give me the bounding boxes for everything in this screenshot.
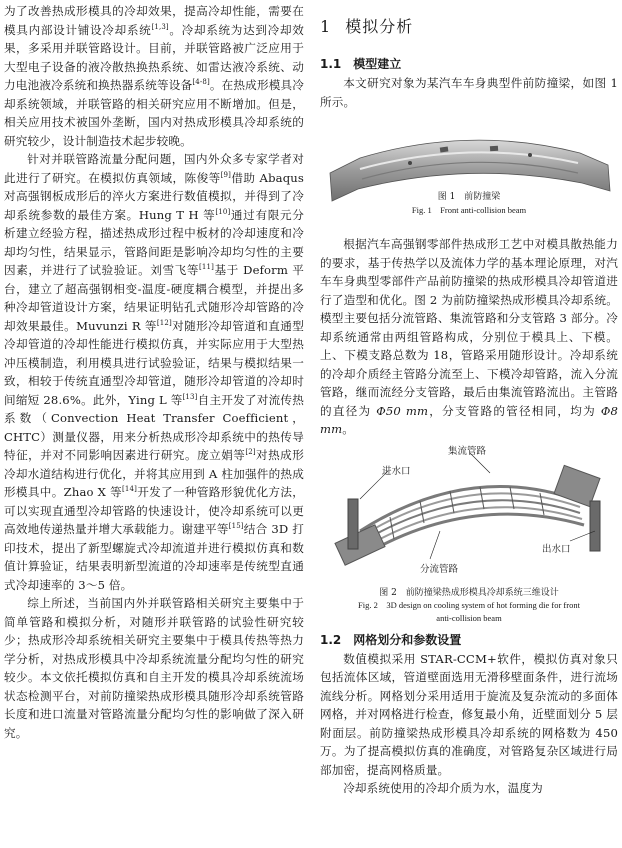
section-heading <box>320 14 618 37</box>
text-run: ，分支管路的管径相同，均为 <box>428 403 601 418</box>
subsection-heading-1-1 <box>320 55 618 72</box>
figure-1 <box>320 113 618 231</box>
citation: [10] <box>215 207 231 216</box>
citation: [11] <box>199 263 215 272</box>
text-run: 对随形冷却管道和直通型冷却管道的冷却性能进行模拟仿真，并实际应用于大型热冲压模制造，利用模具进行试验验证，结果与模拟结果一致，相较于传统直通型冷却管道，随形冷却管道的冷却时间缩短 28.6%。此外，Ying L 等 <box>4 318 304 407</box>
text-run: 自主开发了对流传热系数（Convection Heat Transfer Coefficient，CHTC）测量仪器，用来分析热成形冷却系统中的热传导特征，并对不同影响因素进行研究。庞立娟等 <box>4 392 304 462</box>
section-title: 模拟分析 <box>345 17 414 36</box>
citation: [2] <box>245 448 256 457</box>
citation: [12] <box>156 318 172 327</box>
text-run: 结合 3D 打印技术，提出了新型螺旋式冷却流道并进行模拟仿真和数值计算验证，结果表明新型流道的冷却速率是传统型直通式冷却速率的 3～5 倍。 <box>4 522 304 592</box>
cooling-system-illustration <box>320 441 618 581</box>
subsection-number: 1.1 <box>320 57 342 71</box>
label-collecting-pipe: 集流管路 <box>448 445 487 457</box>
citation: [14] <box>122 485 138 494</box>
left-column <box>4 2 304 742</box>
text-run: 。在热成形模具冷却系统领域，并联管路的相关研究应用不断增加。但是，相关应用技术被国外垄断，国内对热成形模具冷却系统的研究较少，设计制造技术起步较晚。 <box>4 78 304 148</box>
figure-1-caption-en: Fig. 1 Front anti-collision beam <box>411 205 527 215</box>
figure-2-caption-cn: 图 2 前防撞梁热成形模具冷却系统三维设计 <box>379 587 559 598</box>
text-run: 冷却系统使用的冷却介质为水，温度为 <box>343 781 543 795</box>
text-run: 基于 Deform 平台，建立了超高强钢相变-温度-硬度耦合模型，并提出多种冷却管道设计方案，结果证明钻孔式随形冷却管路的冷却效果最佳。Muvunzi R 等 <box>4 263 305 333</box>
text-run: 综上所述，当前国内外并联管路相关研究主要集中于简单管路和模拟分析，对随形并联管路的试验性研究较少；热成形冷却系统相关研究主要集中于模具传热等热力学分析，对热成形模具中冷却系统流量分配均匀性的研究较少。本文依托模拟仿真和自主开发的模具冷却系统流场状态检测平台，对前防撞梁热成形模具随形冷却系统管路长度和进口流量对管路流量分配均匀性的影响做了深入研究。 <box>4 596 304 740</box>
figure-2 <box>320 441 618 623</box>
text-run: 开发了一种管路形貌优化方法，可以实现直通型冷却管路的快速设计，使冷却系统可以更高效地传递热量并增大承载能力。谢建平等 <box>4 485 304 536</box>
citation: [9] <box>220 170 232 179</box>
label-distributing-pipe: 分流管路 <box>420 563 459 575</box>
citation: [4-8] <box>192 78 210 87</box>
text-run: 数值模拟采用 STAR-CCM+软件，模拟仿真对象只包括流体区域，管道壁面选用无滑移壁面条件，进行流场流线分析。网格划分采用适用于旋流及复杂流动的多面体网格，并对网格进行检查，修复最小角，近壁面划分 5 层附面层。前防撞梁热成形模具冷却系统的网格数为 450 万。为了提高模拟仿真的准确度，对管路复杂区域进行局部加密，提高网格质量。 <box>320 651 618 777</box>
main-pipe-diameter: Φ50 mm <box>376 403 429 418</box>
text-run: 根据汽车高强钢零部件热成形工艺中对模具散热能力的要求，基于传热学以及流体力学的基本理论原理，对汽车车身典型零部件产品前防撞梁的热成形模具冷却管道进行了造型和优化。图 2 为前防撞梁热成形模具冷却系统。模型主要包括分流管路、集流管路和分支管路 3 部分。冷却系统通常由两组管路构成，分别位于模具上、下模。上、下模支路总数为 18，管路采用随形设计。冷却系统的冷却介质经主管路分流至上、下模冷却管路，流入分流管路，继而流经分支管路，最后由集流管路流出。主管路的直径为 <box>320 237 618 418</box>
figure-1-caption-cn: 图 1 前防撞梁 <box>437 192 501 202</box>
branch-pipe-diameter: Φ8 mm <box>320 403 618 436</box>
subsection-number: 1.2 <box>320 632 342 647</box>
label-outlet: 出水口 <box>542 543 571 555</box>
subsection-title: 模型建立 <box>353 57 402 71</box>
citation: [1,3] <box>151 22 169 31</box>
paragraph-6 <box>320 650 618 780</box>
subsection-title: 网格划分和参数设置 <box>353 632 462 647</box>
text-run: 对热成形冷却水道结构进行优化，并将其应用到 A 柱加强件的热成形模具中。Zhao X 等 <box>4 448 304 499</box>
text-run: 本文研究对象为某汽车车身典型件前防撞梁，如图 1 所示。 <box>320 76 618 109</box>
text-run: 。冷却系统为达到冷却效果，多采用并联管路设计。目前，并联管路被广泛应用于大型电子设备的液冷散热换热系统、如雷达液冷系统、动力电池液冷系统和换热器系统等设备 <box>4 22 304 92</box>
section-number: 1 <box>320 17 332 36</box>
paragraph-2 <box>4 150 304 594</box>
figure-2-caption-en-line1: Fig. 2 3D design on cooling system of hot forming die for front <box>358 599 580 610</box>
figure-2-caption-en-line2: anti-collision beam <box>436 612 502 623</box>
paragraph-4 <box>320 74 618 111</box>
paragraph-1 <box>4 2 304 150</box>
paragraph-7 <box>320 779 618 798</box>
citation: [15] <box>228 522 244 531</box>
paragraph-5 <box>320 235 618 439</box>
text-run: 针对并联管路流量分配问题，国内外众多专家学者对此进行了研究。在模拟仿真领域，陈俊等 <box>4 152 304 185</box>
text-run: 。 <box>342 422 355 436</box>
right-column <box>320 2 618 798</box>
text-run: 通过有限元分析建立经验方程，描述热成形过程中板材的冷却速度和冷却均匀性，结果显示，管路间距是影响冷却均匀性的主要因素，并进行了试验验证。刘雪飞等 <box>4 207 304 277</box>
text-run: 需要在模具内部设计铺设冷却系统 <box>4 4 304 37</box>
text-run: 为了改善热成形模具的冷却效果，提高冷却性能， <box>4 4 269 18</box>
citation: [13] <box>182 392 198 401</box>
text-run: 借助 Abaqus 对高强钢板成形后的淬火方案进行数值模拟，并得到了冷却系统参数的最佳方案。Hung T H 等 <box>4 170 304 222</box>
paragraph-3 <box>4 594 304 742</box>
label-inlet: 进水口 <box>382 465 411 477</box>
subsection-heading-1-2 <box>320 631 618 648</box>
